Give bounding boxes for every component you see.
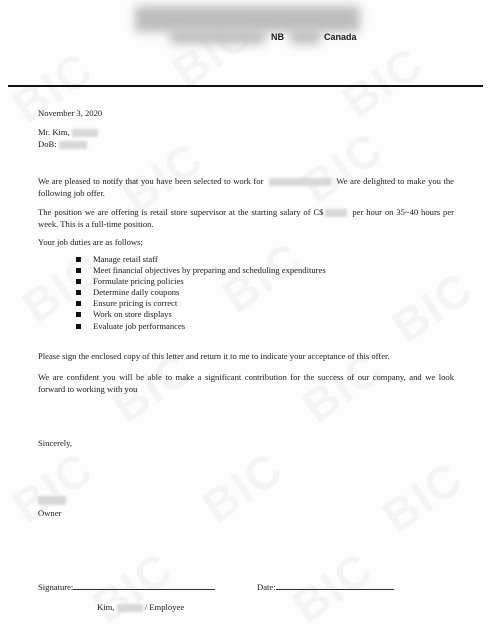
watermark <box>292 120 393 213</box>
list-item <box>76 287 326 298</box>
redacted-given-name <box>72 129 98 137</box>
recipient-dob-line <box>38 138 87 150</box>
redacted-address <box>170 30 265 44</box>
bullet-icon <box>76 324 81 329</box>
paragraph-selected-end: We are delighted to make you the following job offer. <box>38 176 454 198</box>
paragraph-position-start: The position we are offering is retail store supervisor at the starting salary of C$ <box>38 207 324 217</box>
date-label: Date: <box>257 582 276 592</box>
redacted-company-ref <box>269 178 331 186</box>
duties-list <box>76 254 326 332</box>
recipient-line <box>38 126 98 138</box>
bullet-icon <box>76 268 81 273</box>
list-item <box>76 254 326 265</box>
date-field <box>257 580 394 593</box>
duty-text: Ensure pricing is correct <box>93 298 178 309</box>
sign-request: Please sign the enclosed copy of this letter and return it to me to indicate your acceptance of this offer. <box>38 351 390 361</box>
recipient-dob-label: DoB: <box>38 139 57 149</box>
paragraph-position <box>38 206 454 230</box>
paragraph-selected <box>38 175 454 199</box>
bullet-icon <box>76 301 81 306</box>
signature-label: Signature: <box>38 582 74 592</box>
watermark <box>372 450 473 543</box>
duty-text: Evaluate job performances <box>93 320 186 331</box>
list-item <box>76 276 326 287</box>
list-item <box>76 321 326 332</box>
duty-text: Formulate pricing policies <box>93 276 184 287</box>
paragraph-selected-start: We are pleased to notify that you have been selected to work for <box>38 176 264 186</box>
employee-suffix: / Employee <box>144 602 185 612</box>
redacted-sender-name <box>38 496 66 505</box>
employee-prefix: Kim, <box>97 602 115 612</box>
letter-date: November 3, 2020 <box>38 108 103 118</box>
closing: Sincerely, <box>38 438 73 448</box>
watermark <box>382 260 483 353</box>
duty-text: Determine daily coupons <box>93 287 180 298</box>
signature-field <box>38 580 215 593</box>
duty-text: Work on store displays <box>93 309 172 320</box>
redacted-postal <box>290 30 320 44</box>
list-item <box>76 265 326 276</box>
header-divider <box>8 85 483 87</box>
sender-title: Owner <box>38 508 62 518</box>
redacted-dob <box>59 141 87 149</box>
employee-line <box>97 601 184 613</box>
bullet-icon <box>76 290 81 295</box>
list-item <box>76 298 326 309</box>
list-item <box>76 309 326 320</box>
duty-text: Manage retail staff <box>93 254 158 264</box>
duties-intro: Your job duties are as follows; <box>38 237 143 247</box>
watermark <box>2 440 103 533</box>
duty-text: Meet financial objectives by preparing and scheduling expenditures <box>93 265 326 276</box>
sender-name <box>38 493 66 505</box>
bullet-icon <box>76 312 81 317</box>
signature-line <box>73 580 215 590</box>
letterhead-country: Canada <box>324 32 357 42</box>
redacted-employee-name <box>117 604 143 612</box>
redacted-company-name <box>135 6 360 32</box>
paragraph-position-end: per hour on 35~40 hours per week. This is a full-time position. <box>38 207 454 229</box>
letterhead <box>0 0 489 88</box>
letterhead-region: NB <box>271 32 284 42</box>
date-line <box>276 580 394 590</box>
bullet-icon <box>76 257 81 262</box>
bullet-icon <box>76 279 81 284</box>
recipient-name: Mr. Kim, <box>38 127 70 137</box>
watermark <box>192 440 293 533</box>
redacted-salary <box>325 209 347 217</box>
confidence-paragraph: We are confident you will be able to make a significant contribution for the success of our company, and we look forward to working with you <box>38 372 454 394</box>
